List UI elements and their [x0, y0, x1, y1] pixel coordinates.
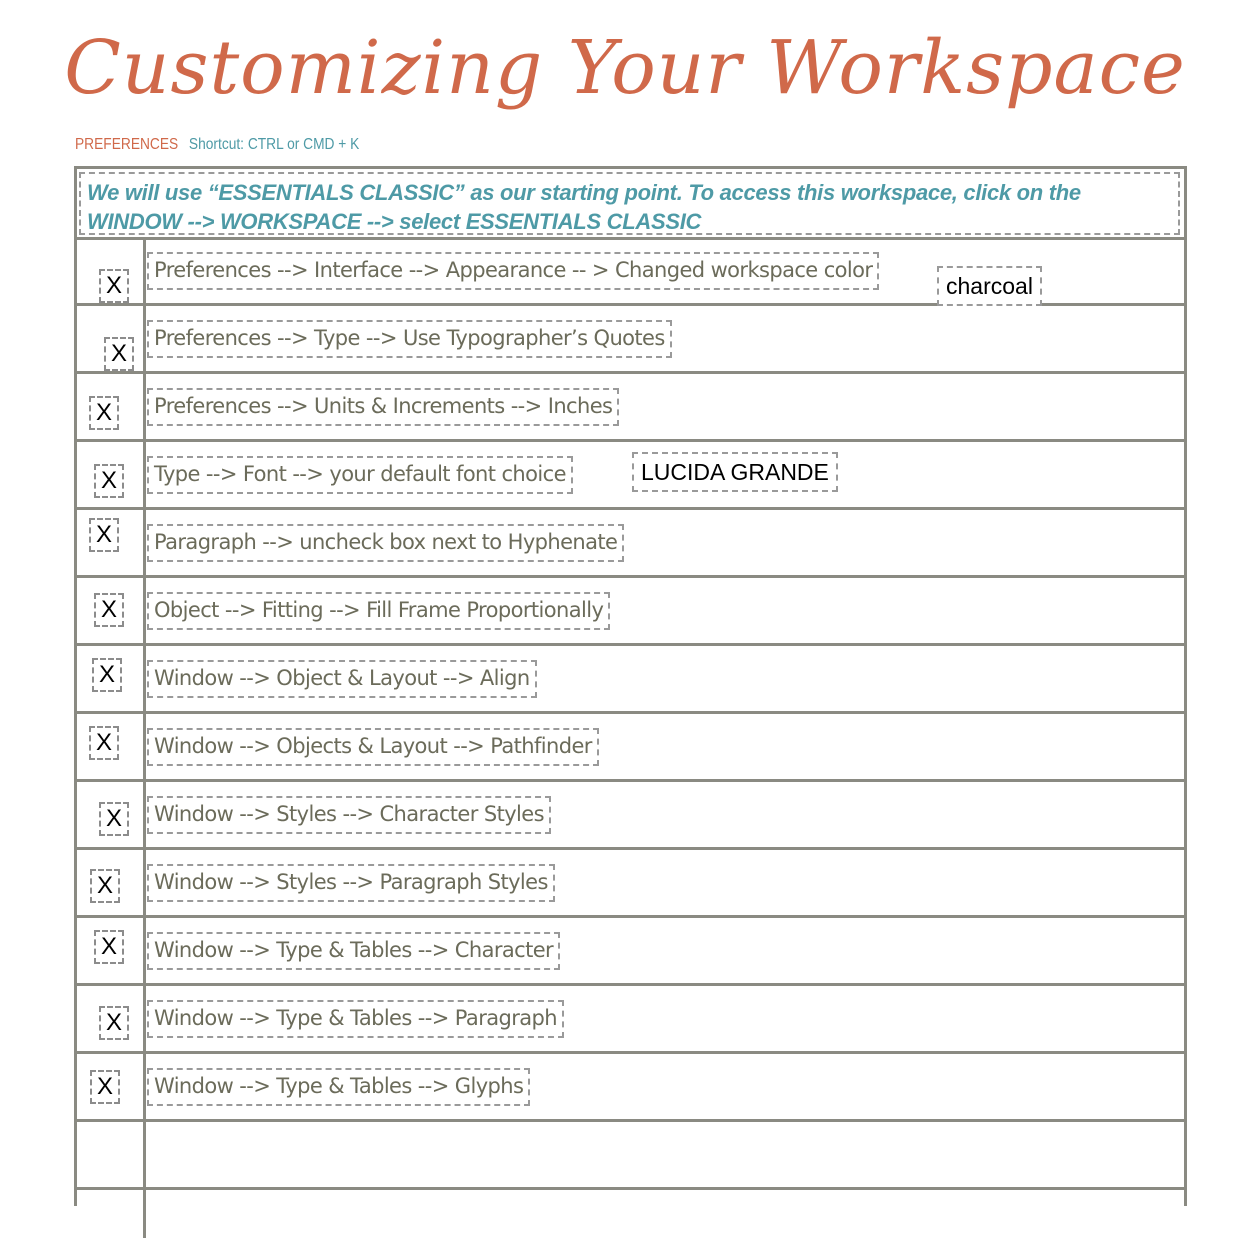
row-label[interactable]: Window --> Objects & Layout --> Pathfinder: [147, 728, 599, 766]
row-label[interactable]: Window --> Type & Tables --> Glyphs: [147, 1068, 530, 1106]
row-label[interactable]: Paragraph --> uncheck box next to Hyphenate: [147, 524, 624, 562]
table-row: [77, 1054, 1184, 1122]
row-checkbox[interactable]: X: [94, 593, 124, 627]
row-label[interactable]: Window --> Type & Tables --> Paragraph: [147, 1000, 564, 1038]
table-row: [77, 442, 1184, 510]
row-checkbox[interactable]: X: [89, 518, 119, 552]
table-row: [77, 986, 1184, 1054]
table-row: [77, 578, 1184, 646]
row-label[interactable]: Window --> Object & Layout --> Align: [147, 660, 537, 698]
table-row: [77, 714, 1184, 782]
row-label[interactable]: Type --> Font --> your default font choice: [147, 456, 573, 494]
row-checkbox[interactable]: X: [94, 930, 124, 964]
table-row: [77, 782, 1184, 850]
workspace-color-field[interactable]: charcoal: [937, 266, 1042, 306]
row-checkbox[interactable]: X: [90, 1070, 120, 1104]
preferences-shortcut: Shortcut: CTRL or CMD + K: [188, 136, 360, 153]
intro-text-field[interactable]: We will use “ESSENTIALS CLASSIC” as our starting point. To access this workspace, click on the WINDOW --> WORKSPACE --> select ESSENTIALS CLASSIC: [79, 172, 1180, 235]
table-row: [77, 238, 1184, 306]
row-checkbox[interactable]: X: [90, 869, 120, 903]
row-label[interactable]: Window --> Styles --> Character Styles: [147, 796, 551, 834]
checklist-table: [74, 166, 1187, 1206]
row-label[interactable]: Object --> Fitting --> Fill Frame Proportionally: [147, 592, 610, 630]
table-row: [77, 850, 1184, 918]
table-row: [77, 306, 1184, 374]
default-font-field[interactable]: LUCIDA GRANDE: [632, 452, 838, 492]
table-row-empty: [77, 1122, 1184, 1190]
table-row: [77, 918, 1184, 986]
table-row: [77, 510, 1184, 578]
preferences-line: [75, 136, 359, 154]
row-label[interactable]: Preferences --> Units & Increments --> Inches: [147, 388, 619, 426]
row-checkbox[interactable]: X: [89, 396, 119, 430]
row-checkbox[interactable]: X: [99, 269, 129, 303]
row-checkbox[interactable]: X: [99, 802, 129, 836]
row-label[interactable]: Window --> Type & Tables --> Character: [147, 932, 560, 970]
row-label[interactable]: Preferences --> Type --> Use Typographer’s Quotes: [147, 320, 672, 358]
table-row: [77, 374, 1184, 442]
row-label[interactable]: Preferences --> Interface --> Appearance -- > Changed workspace color: [147, 252, 879, 290]
row-checkbox[interactable]: X: [89, 726, 119, 760]
page-title: Customizing Your Workspace: [64, 25, 1186, 111]
row-checkbox[interactable]: X: [104, 337, 134, 371]
preferences-label: PREFERENCES: [75, 136, 179, 153]
row-checkbox[interactable]: X: [94, 464, 124, 498]
row-label[interactable]: Window --> Styles --> Paragraph Styles: [147, 864, 555, 902]
row-checkbox[interactable]: X: [99, 1006, 129, 1040]
table-row: [77, 646, 1184, 714]
row-checkbox[interactable]: X: [92, 658, 122, 692]
